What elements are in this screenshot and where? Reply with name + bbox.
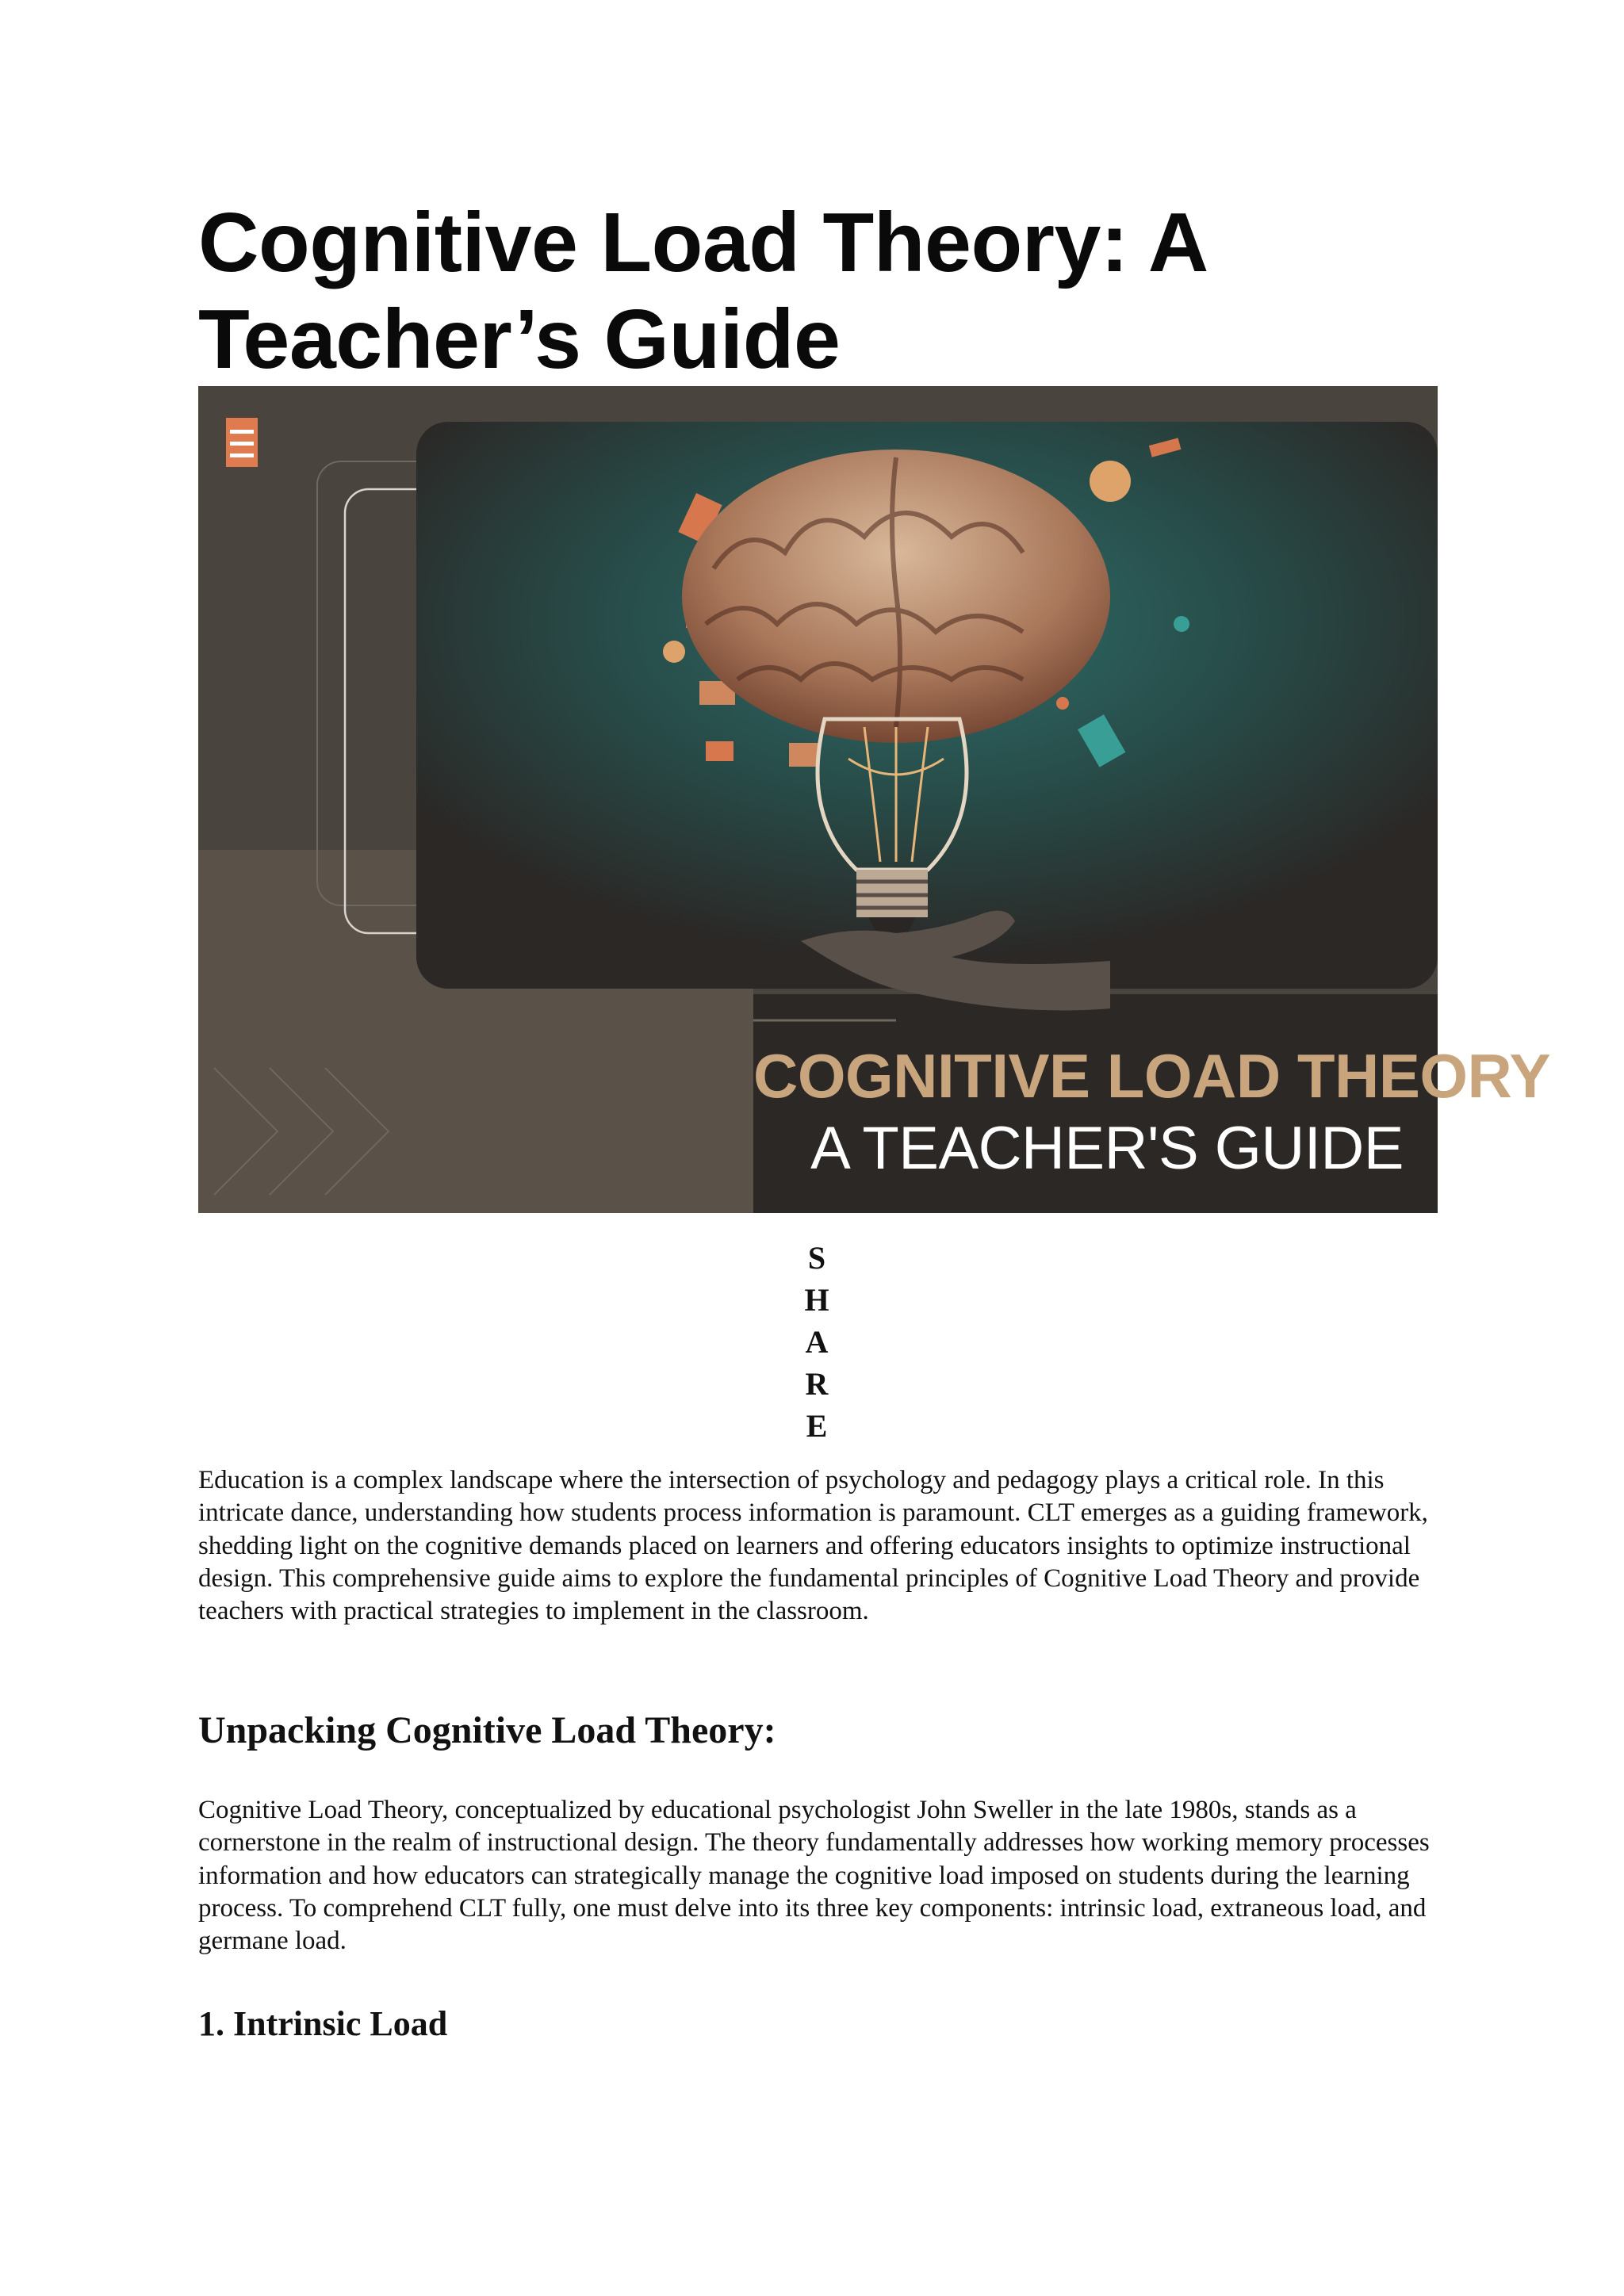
share-letter: H xyxy=(804,1282,829,1318)
hero-title: COGNITIVE LOAD THEORY xyxy=(753,1041,1550,1111)
share-button[interactable] xyxy=(801,1237,833,1447)
intro-paragraph: Education is a complex landscape where the intersection of psychology and pedagogy plays a critical role. In this intricate dance, understanding how students process information is paramount. CLT emerges as a guiding framework, shedding light on the cognitive demands placed on learners and offering educators insights to optimize instructional design. This comprehensive guide aims to explore the fundamental principles of Cognitive Load Theory and provide teachers with practical strategies to implement in the classroom. xyxy=(198,1466,1428,1626)
brand-logo-icon xyxy=(226,418,258,467)
section-heading: Unpacking Cognitive Load Theory: xyxy=(198,1709,776,1751)
page-title: Cognitive Load Theory: A Teacher’s Guide xyxy=(198,196,1205,386)
share-letter: E xyxy=(806,1408,828,1444)
hero-subtitle: A TEACHER'S GUIDE xyxy=(810,1115,1404,1182)
brain-icon xyxy=(682,450,1110,743)
section-paragraph: Cognitive Load Theory, conceptualized by educational psychologist John Sweller in the late 1980s, stands as a cornerstone in the realm of instructional design. The theory fundamentally addresses how working memory processes information and how educators can strategically manage the cognitive load imposed on students during the learning process. To comprehend CLT fully, one must delve into its three key components: intrinsic load, extraneous load, and germane load. xyxy=(198,1796,1430,1956)
share-letter: R xyxy=(805,1366,829,1402)
subsection-heading: 1. Intrinsic Load xyxy=(198,2004,448,2043)
hero-image xyxy=(198,386,1550,1213)
share-letter: A xyxy=(805,1324,829,1360)
share-letter: S xyxy=(807,1240,826,1276)
